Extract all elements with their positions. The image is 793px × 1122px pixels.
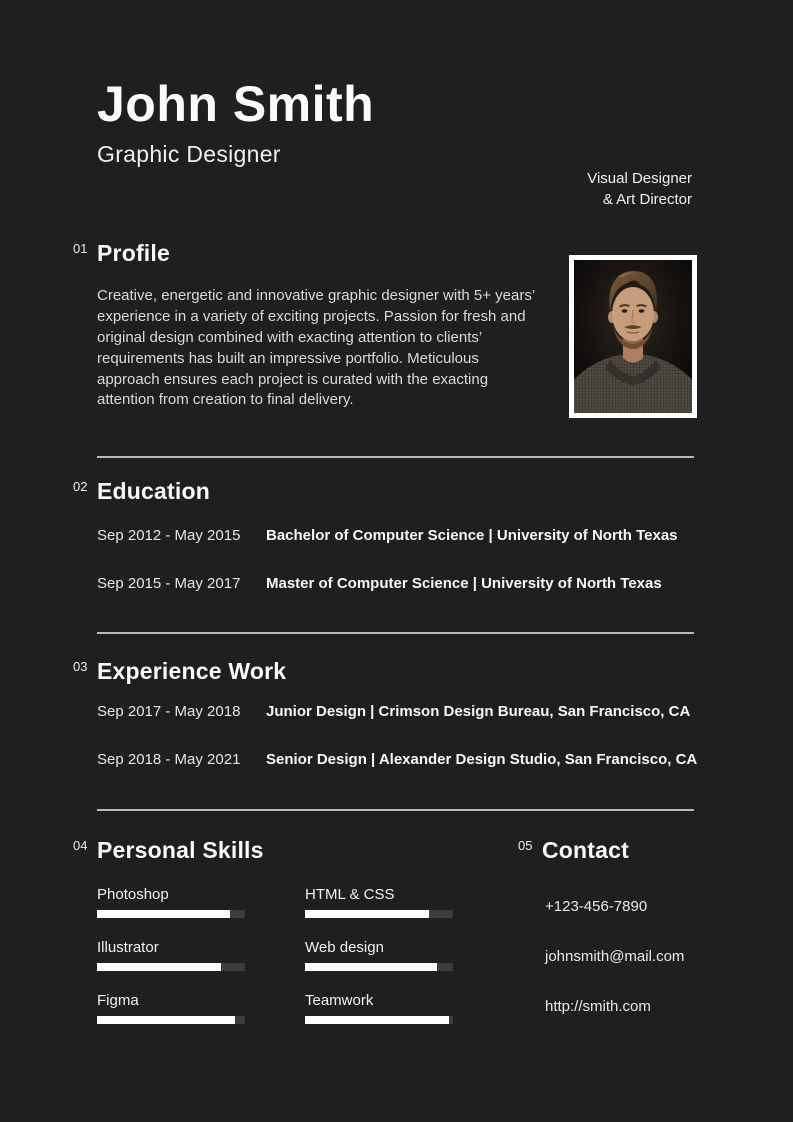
skill-item [97, 887, 245, 918]
skill-label: HTML & CSS [305, 886, 395, 904]
skill-bar-track [305, 963, 453, 971]
section-title: Contact [542, 837, 630, 863]
experience-date: Sep 2018 - May 2021 [97, 751, 241, 769]
skill-label: Photoshop [97, 886, 169, 904]
skill-bar-fill [97, 910, 230, 918]
contact-heading [518, 837, 684, 863]
skill-bar-fill [97, 963, 221, 971]
experience-row [97, 751, 697, 768]
skill-label: Illustrator [97, 939, 159, 957]
education-date: Sep 2012 - May 2015 [97, 527, 241, 545]
skill-bar-fill [305, 910, 429, 918]
skill-item [305, 887, 453, 918]
section-number: 02 [73, 479, 88, 494]
contact-website: http://smith.com [545, 998, 651, 1016]
skill-bar-track [97, 1016, 245, 1024]
skills-heading [73, 837, 453, 863]
skill-bar-fill [97, 1016, 235, 1024]
section-title: Experience Work [97, 658, 287, 684]
profile-heading [73, 240, 538, 266]
divider [97, 456, 694, 458]
section-number: 04 [73, 838, 88, 853]
skill-bar-track [97, 910, 245, 918]
skill-bar-fill [305, 1016, 449, 1024]
section-number: 05 [518, 838, 533, 853]
education-section [73, 478, 678, 623]
section-number: 03 [73, 659, 88, 674]
section-number: 01 [73, 241, 88, 256]
experience-detail: Junior Design | Crimson Design Bureau, San Francisco, CA [266, 703, 691, 721]
education-heading [73, 478, 678, 504]
header [97, 76, 374, 168]
contact-section [518, 837, 684, 1049]
skill-label: Web design [305, 939, 384, 957]
experience-section [73, 658, 697, 799]
divider [97, 809, 694, 811]
person-name: John Smith [97, 76, 375, 132]
tagline-line2: & Art Director [602, 191, 692, 208]
education-date: Sep 2015 - May 2017 [97, 575, 241, 593]
experience-row [97, 703, 697, 720]
portrait-photo [569, 255, 697, 418]
skill-item [97, 993, 245, 1024]
section-title: Profile [97, 240, 170, 266]
portrait-photo-illustration [574, 260, 692, 413]
skill-bar-track [305, 910, 453, 918]
section-title: Education [97, 478, 210, 504]
contact-email: johnsmith@mail.com [545, 948, 685, 966]
skill-item [305, 940, 453, 971]
divider [97, 632, 694, 634]
education-row [97, 575, 678, 592]
experience-heading [73, 658, 697, 684]
contact-phone: +123-456-7890 [545, 898, 648, 916]
skill-label: Figma [97, 992, 139, 1010]
tagline-line1: Visual Designer [587, 170, 692, 187]
education-detail: Bachelor of Computer Science | University of North Texas [266, 527, 678, 545]
education-detail: Master of Computer Science | University of North Texas [266, 575, 662, 593]
skill-bar-fill [305, 963, 437, 971]
section-title: Personal Skills [97, 837, 264, 863]
skill-label: Teamwork [305, 992, 374, 1010]
experience-date: Sep 2017 - May 2018 [97, 703, 241, 721]
education-row [97, 527, 678, 544]
skill-item [97, 940, 245, 971]
experience-detail: Senior Design | Alexander Design Studio, San Francisco, CA [266, 751, 698, 769]
skills-section [73, 837, 453, 1046]
profile-text: Creative, energetic and innovative graphic designer with 5+ years’ experience in a variety of exciting projects. Passion for fresh and original design combined with exacting attention to clients’ requirements has built an impressive portfolio. Meticulous approach ensures each project is curated with the exacting attention from creation to final delivery. [97, 287, 535, 409]
profile-section [73, 240, 538, 411]
skill-bar-track [97, 963, 245, 971]
skill-item [305, 993, 453, 1024]
tagline [587, 168, 692, 210]
skill-bar-track [305, 1016, 453, 1024]
person-role: Graphic Designer [97, 141, 281, 167]
